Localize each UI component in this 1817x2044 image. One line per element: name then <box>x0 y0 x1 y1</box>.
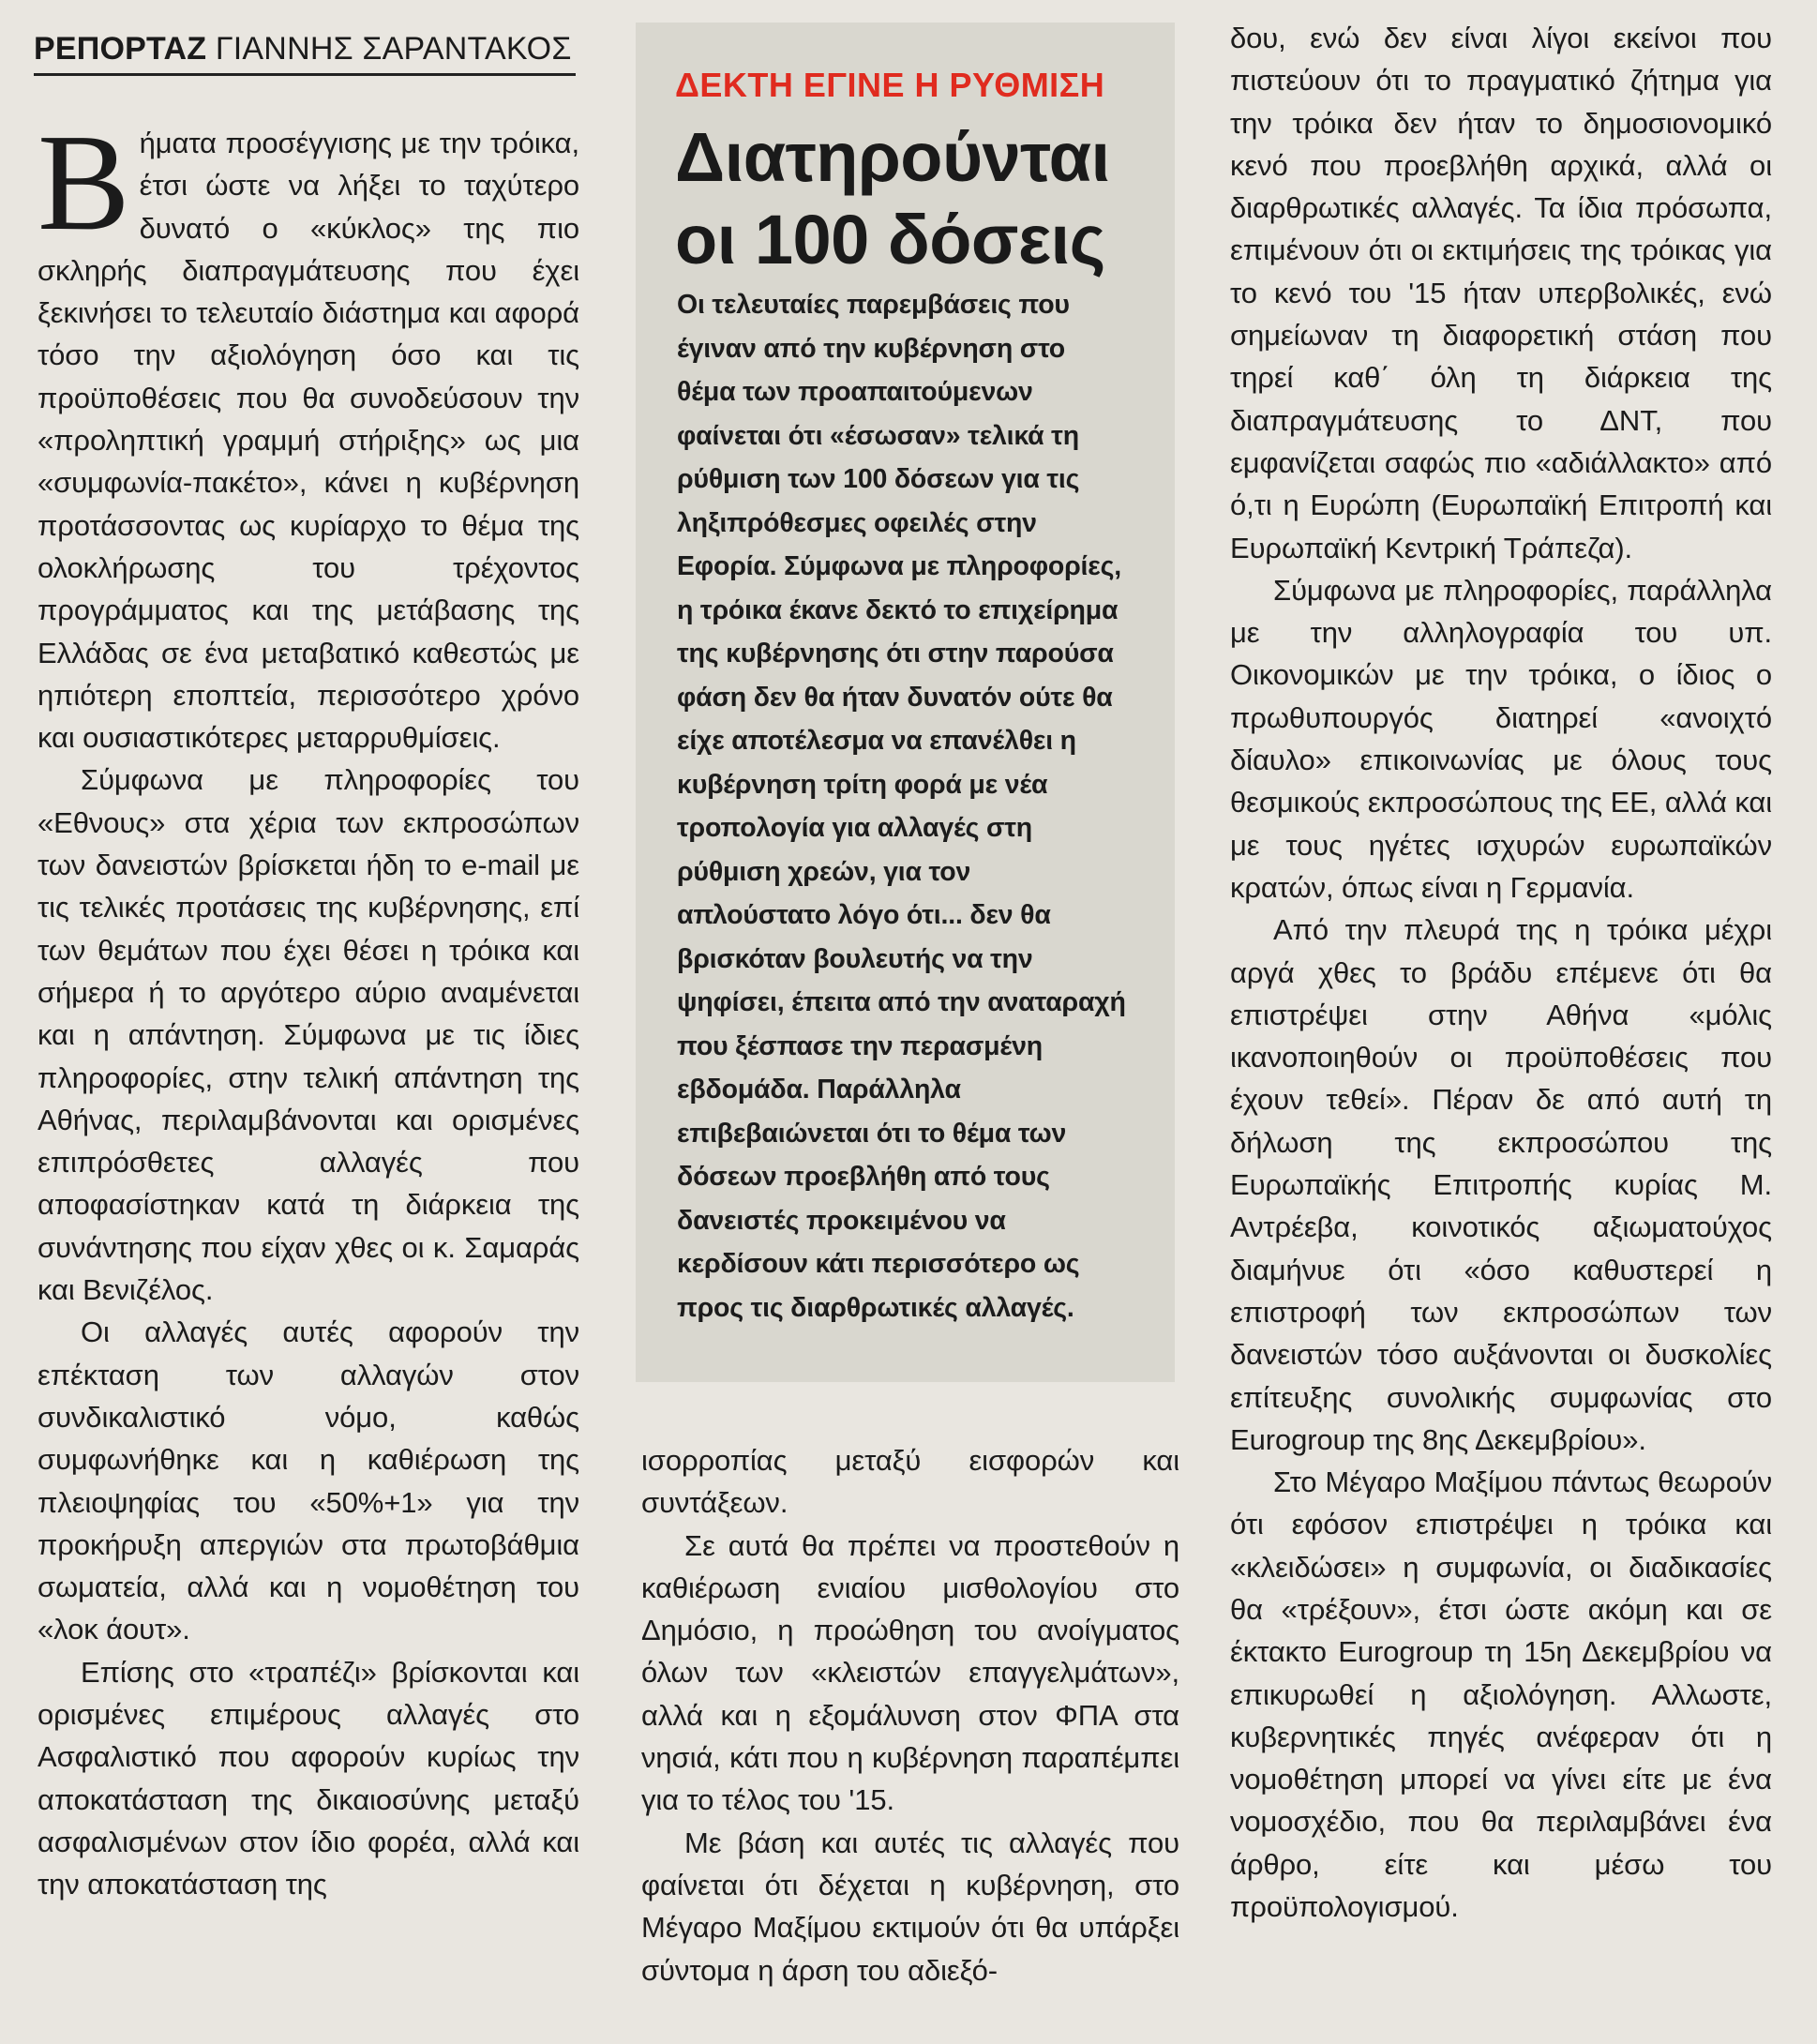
article-column-middle <box>641 1439 1179 1991</box>
article-paragraph: Στο Μέγαρο Μαξίμου πάντως θεωρούν ότι εφόσον επιστρέψει η τρόικα και «κλειδώσει» η συμφωνία, οι διαδικασίες θα «τρέξουν», έτσι ώστε ακόμη και σε έκτακτο Eurogroup τη 15η Δεκεμβρίου να επικυρωθεί η αξιολόγηση. Αλλωστε, κυβερνητικές πηγές ανέφεραν ότι η νομοθέτηση μπορεί να γίνει είτε με ένα νομοσχέδιο, που θα περιλαμβάνει ένα άρθρο, είτε και μέσω του προϋπολογισμού. <box>1230 1465 1772 1924</box>
byline <box>34 30 576 76</box>
article-paragraph: ισορροπίας μεταξύ εισφορών και συντάξεων. <box>641 1444 1179 1520</box>
article-paragraph: Με βάση και αυτές τις αλλαγές που φαίνεται ότι δέχεται η κυβέρνηση, στο Μέγαρο Μαξίμου εκτιμούν ότι θα υπάρξει σύντομα η άρση του αδιεξό- <box>641 1826 1179 1987</box>
sidebar-body: Οι τελευταίες παρεμβάσεις που έγιναν από την κυβέρνηση στο θέμα των προαπαιτούμενων φαίνεται ότι «έσωσαν» τελικά τη ρύθμιση των 100 δόσεων για τις ληξιπρόθεσμες οφειλές στην Εφορία. Σύμφωνα με πληροφορίες, η τρόικα έκανε δεκτό το επιχείρημα της κυβέρνησης ότι στην παρούσα φάση δεν θα ήταν δυνατόν ούτε θα είχε αποτέλεσμα να επανέλθει η κυβέρνηση τρίτη φορά με νέα τροπολογία για αλλαγές στη ρύθμιση χρεών, για τον απλούστατο λόγο ότι... δεν θα βρισκόταν βουλευτής να την ψηφίσει, έπειτα από την αναταραχή που ξέσπασε την περασμένη εβδομάδα. Παράλληλα επιβεβαιώνεται ότι το θέμα των δόσεων προεβλήθη από τους δανειστές προκειμένου να κερδίσουν κάτι περισσότερο ως προς τις διαρθρωτικές αλλαγές. <box>677 290 1126 1323</box>
article-paragraph: Επίσης στο «τραπέζι» βρίσκονται και ορισμένες επιμέρους αλλαγές στο Ασφαλιστικό που αφορούν κυρίως την αποκατάσταση της δικαιοσύνης μεταξύ ασφαλισμένων στον ίδιο φορέα, αλλά και την αποκατάσταση της <box>38 1655 579 1901</box>
sidebar-headline: Διατηρούνται οι 100 δόσεις <box>675 118 1110 278</box>
article-paragraph: Σύμφωνα με πληροφορίες, παράλληλα με την αλληλογραφία του υπ. Οικονομικών με την τρόικα, ο ίδιος ο πρωθυπουργός διατηρεί «ανοιχτό δίαυλο» επικοινωνίας με όλους τους θεσμικούς εκπροσώπους της ΕΕ, αλλά και με τους ηγέτες ισχυρών ευρωπαϊκών κρατών, όπως είναι η Γερμανία. <box>1230 573 1772 904</box>
sidebar-box <box>636 23 1175 1382</box>
author-name: ΓΙΑΝΝΗΣ ΣΑΡΑΝΤΑΚΟΣ <box>215 31 572 67</box>
sidebar-kicker: ΔΕΚΤΗ ΕΓΙΝΕ Η ΡΥΘΜΙΣΗ <box>675 66 1105 104</box>
article-paragraph: Σύμφωνα με πληροφορίες του «Εθνους» στα χέρια των εκπροσώπων των δανειστών βρίσκεται ήδη το e-mail με τις τελικές προτάσεις της κυβέρνησης, επί των θεμάτων που έχει θέσει η τρόικα και σήμερα ή το αργότερο αύριο αναμένεται και η απάντηση. Σύμφωνα με τις ίδιες πληροφορίες, στην τελική απάντηση της Αθήνας, περιλαμβάνονται και ορισμένες επιπρόσθετες αλλαγές που αποφασίστηκαν κατά τη διάρκεια της συνάντησης που είχαν χθες οι κ. Σαμαράς και Βενιζέλος. <box>38 763 579 1307</box>
article-column-right <box>1230 17 1772 1928</box>
article-paragraph: Από την πλευρά της η τρόικα μέχρι αργά χθες το βράδυ επέμενε ότι θα επιστρέψει στην Αθήνα «μόλις ικανοποιηθούν οι προϋποθέσεις που έχουν τεθεί». Πέραν δε από αυτή τη δήλωση της εκπροσώπου της Ευρωπαϊκής Επιτροπής κυρίας Μ. Αντρέεβα, κοινοτικός αξιωματούχος διαμήνυε ότι «όσο καθυστερεί η επιστροφή των εκπροσώπων των δανειστών τόσο αυξάνονται οι δυσκολίες επίτευξης συνολικής συμφωνίας στο Eurogroup της 8ης Δεκεμβρίου». <box>1230 913 1772 1456</box>
article-paragraph: Σε αυτά θα πρέπει να προστεθούν η καθιέρωση ενιαίου μισθολογίου στο Δημόσιο, η προώθηση του ανοίγματος όλων των «κλειστών επαγγελμάτων», αλλά και η εξομάλυνση στον ΦΠΑ στα νησιά, κάτι που η κυβέρνηση παραπέμπει για το τέλος του '15. <box>641 1528 1179 1817</box>
article-paragraph: δου, ενώ δεν είναι λίγοι εκείνοι που πιστεύουν ότι το πραγματικό ζήτημα για την τρόικα δεν ήταν το δημοσιονομικό κενό που προεβλήθη αρχικά, αλλά οι διαρθρωτικές αλλαγές. Τα ίδια πρόσωπα, επιμένουν ότι οι εκτιμήσεις της τρόικας για το κενό του '15 ήταν υπερβολικές, ενώ σημείωναν τη διαφορετική στάση που τηρεί καθ΄ όλη τη διάρκεια της διαπραγμάτευσης το ΔΝΤ, που εμφανίζεται σαφώς πιο «αδιάλλακτο» από ό,τι η Ευρώπη (Ευρωπαϊκή Επιτροπή και Ευρωπαϊκή Κεντρική Τράπεζα). <box>1230 22 1772 564</box>
article-column-left <box>38 106 579 1905</box>
paragraph-text: ήματα προσέγγισης με την τρόικα, έτσι ώστε να λήξει το ταχύτερο δυνατό ο «κύκλος» της πιο σκληρής διαπραγμάτευσης που έχει ξεκινήσει το τελευταίο διάστημα και αφορά τόσο την αξιολόγηση όσο και τις προϋποθέσεις που θα συνοδεύσουν την «προληπτική γραμμή στήριξης» ως μια «συμφωνία-πακέτο», κάνει η κυβέρνηση προτάσσοντας ως κυρίαρχο το θέμα της ολοκλήρωσης του τρέχοντος προγράμματος και της μετάβασης της Ελλάδας σε ένα μεταβατικό καθεστώς με ηπιότερη εποπτεία, περισσότερο χρόνο και ουσιαστικότερες μεταρρυθμίσεις. <box>38 127 579 755</box>
drop-cap: Β <box>38 106 130 260</box>
article-paragraph: Οι αλλαγές αυτές αφορούν την επέκταση των αλλαγών στον συνδικαλιστικό νόμο, καθώς συμφωνήθηκε και η καθιέρωση της πλειοψηφίας του «50%+1» για την προκήρυξη απεργιών στα πρωτοβάθμια σωματεία, αλλά και η νομοθέτηση του «λοκ άουτ». <box>38 1315 579 1646</box>
article-paragraph <box>38 106 579 759</box>
section-label: ΡΕΠΟΡΤΑΖ <box>34 31 207 67</box>
